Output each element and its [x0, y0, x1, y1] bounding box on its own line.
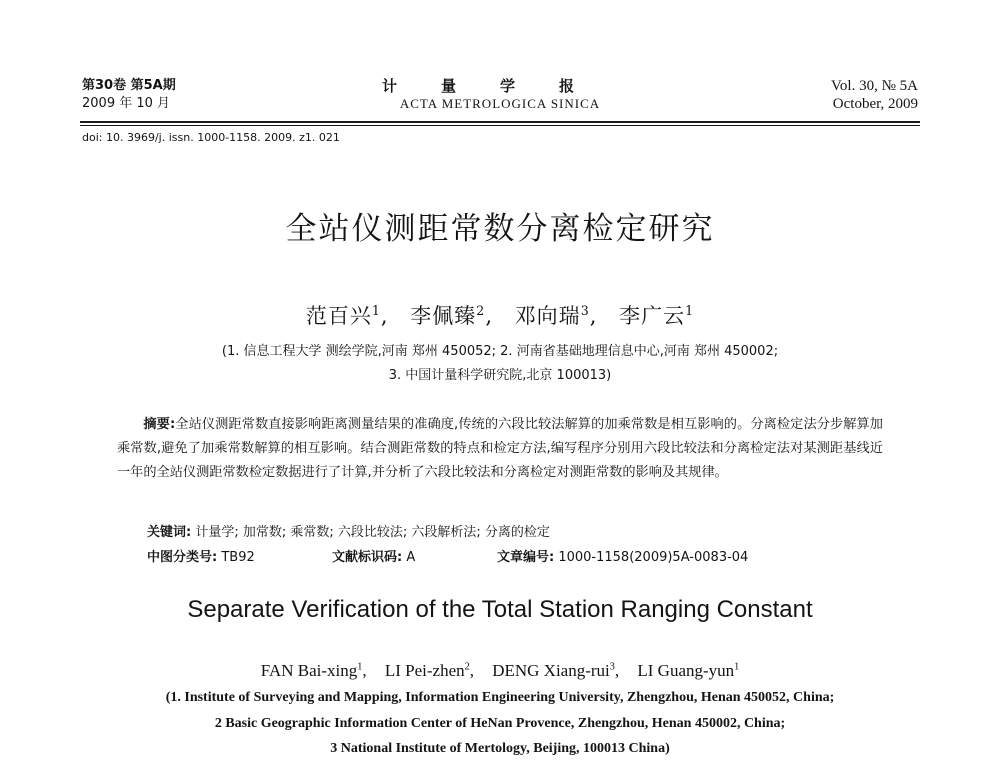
article-number: 文章编号: 1000-1158(2009)5A-0083-04: [497, 550, 749, 565]
header-rule-thin: [80, 125, 920, 126]
title-en: Separate Verification of the Total Station Ranging Constant: [187, 596, 813, 623]
abstract-label: 摘要:: [143, 417, 176, 432]
affiliation-cn-line1: (1. 信息工程大学 测绘学院,河南 郑州 450052; 2. 河南省基础地理信息中心,河南 郑州 450002;: [221, 344, 779, 359]
affiliation-en-line1: (1. Institute of Surveying and Mapping, Information Engineering University, Zhengzhou, Henan 450052, China;: [165, 690, 835, 705]
date-en: October, 2009: [832, 96, 918, 112]
journal-name-cn: 计量学报: [381, 77, 618, 95]
abstract-cn: [117, 413, 883, 485]
header-left: [82, 77, 176, 113]
author-cn: 李广云$^1$: [619, 303, 695, 328]
author-cn: 范百兴$^1$: [305, 303, 381, 328]
affiliation-en-line3: 3 National Institute of Mertology, Beijing, 100013 China): [330, 741, 670, 756]
doi-line: doi: 10. 3969/j. issn. 1000-1158. 2009. z1. 021: [82, 131, 340, 144]
volume-cn: 第30卷 第5A期: [82, 78, 176, 93]
author-cn: 李佩臻$^2$: [410, 303, 486, 328]
author-en: LI Pei-zhen$^2$: [384, 661, 470, 680]
keywords-cn: [147, 521, 550, 540]
date-cn: 2009 年 10 月: [82, 96, 171, 111]
journal-name-en: ACTA METROLOGICA SINICA: [399, 96, 601, 111]
author-en: DENG Xiang-rui$^3$: [492, 661, 615, 680]
title-cn: 全站仪测距常数分离检定研究: [285, 211, 715, 247]
affiliation-cn-line2: 3. 中国计量科学研究院,北京 100013): [388, 368, 612, 383]
authors-en: FAN Bai-xing$^1$, LI Pei-zhen$^2$, DENG Xiang-rui$^3$, LI Guang-yun$^1$: [260, 661, 740, 680]
keywords-text: 计量学; 加常数; 乘常数; 六段比较法; 六段解析法; 分离的检定: [195, 525, 550, 540]
clc-number: 中图分类号: TB92: [147, 550, 255, 565]
authors-cn: 范百兴$^1$, 李佩臻$^2$, 邓向瑞$^3$, 李广云$^1$: [305, 303, 695, 328]
header-rule-thick: [80, 121, 920, 123]
author-en: FAN Bai-xing$^1$: [260, 661, 363, 680]
header-right: [831, 77, 918, 113]
header-center: [300, 77, 700, 113]
author-cn: 邓向瑞$^3$: [514, 303, 590, 328]
volume-en: Vol. 30, № 5A: [831, 78, 918, 94]
document-code: 文献标识码: A: [332, 550, 416, 565]
abstract-text: 全站仪测距常数直接影响距离测量结果的准确度,传统的六段比较法解算的加乘常数是相互影响的。分离检定法分步解算加乘常数,避免了加乘常数解算的相互影响。结合测距常数的特点和检定方法,编写程序分别用六段比较法和分离检定法对某测距基线近一年的全站仪测距常数检定数据进行了计算,并分析了六段比较法和分离检定对测距常数的影响及其规律。: [117, 417, 883, 480]
keywords-label: 关键词:: [147, 525, 192, 540]
author-en: LI Guang-yun$^1$: [637, 661, 740, 680]
affiliation-en-line2: 2 Basic Geographic Information Center of HeNan Provence, Zhengzhou, Henan 450002, China;: [214, 716, 786, 731]
